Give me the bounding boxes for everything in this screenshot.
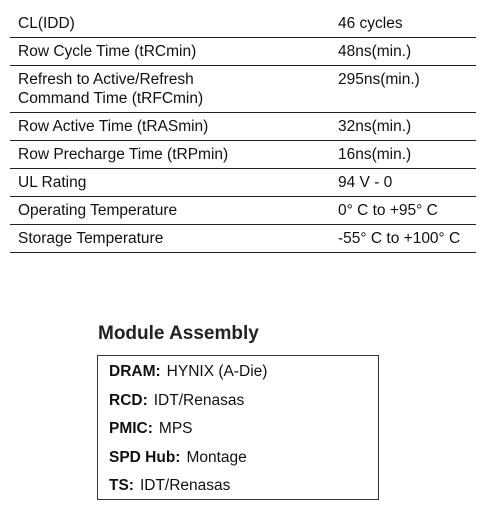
module-value: IDT/Renasas <box>153 391 245 409</box>
module-value: Montage <box>186 448 247 466</box>
spec-label: Row Cycle Time (tRCmin) <box>10 38 330 66</box>
spec-label: Row Active Time (tRASmin) <box>10 113 330 141</box>
spec-value: 0° C to +95° C <box>330 197 476 225</box>
spec-label: Row Precharge Time (tRPmin) <box>10 141 330 169</box>
spec-value: 32ns(min.) <box>330 113 476 141</box>
spec-value: 94 V - 0 <box>330 169 476 197</box>
table-row <box>10 66 476 113</box>
spec-label: Operating Temperature <box>10 197 330 225</box>
spec-table <box>10 10 476 253</box>
module-key: PMIC: <box>109 420 153 437</box>
spec-label: CL(IDD) <box>10 10 330 38</box>
spec-value: 48ns(min.) <box>330 38 476 66</box>
module-value: MPS <box>158 420 193 437</box>
spec-value: -55° C to +100° C <box>330 225 476 253</box>
module-key: RCD: <box>109 391 148 409</box>
spec-label: UL Rating <box>10 169 330 197</box>
module-row-ts <box>109 477 378 495</box>
module-key: TS: <box>109 477 134 494</box>
module-assembly-title: Module Assembly <box>98 323 259 344</box>
spec-label <box>10 66 330 113</box>
module-value: HYNIX (A-Die) <box>166 363 268 380</box>
module-key: DRAM: <box>109 363 161 380</box>
table-row <box>10 197 476 225</box>
module-row-dram <box>109 363 378 381</box>
table-row <box>10 225 476 253</box>
spec-value: 16ns(min.) <box>330 141 476 169</box>
table-row <box>10 10 476 38</box>
table-row <box>10 141 476 169</box>
table-row <box>10 169 476 197</box>
spec-value: 46 cycles <box>330 10 476 38</box>
table-row <box>10 113 476 141</box>
spec-label-line-1: Refresh to Active/Refresh <box>18 71 194 88</box>
spec-value: 295ns(min.) <box>330 66 476 113</box>
spec-label: Storage Temperature <box>10 225 330 253</box>
table-row <box>10 38 476 66</box>
module-assembly-box <box>97 355 379 500</box>
spec-label-line-2: Command Time (tRFCmin) <box>18 90 204 107</box>
module-row-spd-hub <box>109 449 378 467</box>
module-value: IDT/Renasas <box>139 477 231 494</box>
module-row-pmic <box>109 420 378 438</box>
module-row-rcd <box>109 392 378 410</box>
module-key: SPD Hub: <box>109 448 181 466</box>
